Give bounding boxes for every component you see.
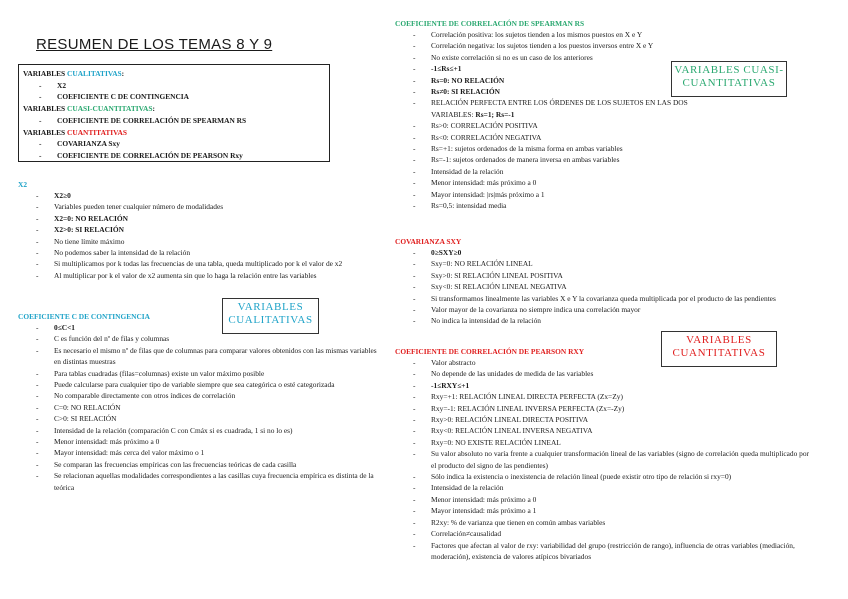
list-item: - Puede calcularse para cualquier tipo de variable siempre que sea categórica o esté categorizada xyxy=(18,379,378,390)
list-item: - Al multiplicar por k el valor de x2 aumenta sin que lo haga la relación entre las variables xyxy=(18,270,366,281)
contingencia-list xyxy=(18,322,378,493)
tag-cuantitativas: VARIABLES CUANTITATIVAS xyxy=(661,331,777,367)
list-item: - Correlación positiva: los sujetos tienden a los mismos puestos en X e Y xyxy=(395,29,725,40)
summary-cuantitativas-heading: VARIABLES CUANTITATIVAS xyxy=(23,127,127,137)
spearman-section xyxy=(395,18,815,212)
list-item: - No podemos saber la intensidad de la relación xyxy=(18,247,366,258)
tag-cualitativas: VARIABLES CUALITATIVAS xyxy=(222,298,319,334)
pearson-list xyxy=(395,357,815,562)
list-item: - Variables pueden tener cualquier número de modalidades xyxy=(18,201,366,212)
list-item: - Factores que afectan al valor de rxy: variabilidad del grupo (restricción de rango), influencia de otras variables (mediación, moderación), existencia de valores atípicos bivariados xyxy=(395,540,815,563)
summary-item: - COVARIANZA Sxy xyxy=(23,138,325,150)
list-item: - C=0: NO RELACIÓN xyxy=(18,402,378,413)
list-item: - Valor abstracto xyxy=(395,357,815,368)
spearman-list xyxy=(395,29,725,212)
list-item: - Se comparan las frecuencias empíricas con las frecuencias teóricas de cada casilla xyxy=(18,459,378,470)
list-item: - Sxy<0: SI RELACIÓN LINEAL NEGATIVA xyxy=(395,281,815,292)
pearson-section xyxy=(395,346,815,562)
summary-box xyxy=(18,64,330,162)
list-item: - Rxy<0: RELACIÓN LINEAL INVERSA NEGATIVA xyxy=(395,425,815,436)
list-item: - Para tablas cuadradas (filas=columnas) existe un valor máximo posible xyxy=(18,368,378,379)
list-item: - Correlación negativa: los sujetos tienden a los puestos inversos entre X e Y xyxy=(395,40,725,51)
list-item: - Valor mayor de la covarianza no siempre indica una correlación mayor xyxy=(395,304,815,315)
list-item: - Sólo indica la existencia o inexistencia de relación lineal (puede existir otro tipo de relación si rxy=0) xyxy=(395,471,815,482)
list-item: - Rxy=-1: RELACIÓN LINEAL INVERSA PERFECTA (Zx=-Zy) xyxy=(395,403,815,414)
summary-item: - X2 xyxy=(23,80,325,92)
list-item: - Correlación≠causalidad xyxy=(395,528,815,539)
list-item: - Menor intensidad: más próximo a 0 xyxy=(18,436,378,447)
list-item: - Se relacionan aquellas modalidades correspondientes a las casillas cuya frecuencia empírica es distinta de la teórica xyxy=(18,470,378,493)
spearman-heading: COEFICIENTE DE CORRELACIÓN DE SPEARMAN RS xyxy=(395,19,585,28)
list-item: - Sxy>0: SI RELACIÓN LINEAL POSITIVA xyxy=(395,270,815,281)
contingencia-heading: COEFICIENTE C DE CONTINGENCIA xyxy=(18,312,151,321)
list-item: - Rs=0,5: intensidad media xyxy=(395,200,725,211)
list-item: - -1≤Rs≤+1 xyxy=(395,63,725,74)
list-item: - Rs=-1: sujetos ordenados de manera inversa en ambas variables xyxy=(395,154,725,165)
list-item: - Es necesario el mismo nº de filas que de columnas para comparar valores obtenidos con las mismas variables en distintas muestras xyxy=(18,345,378,368)
list-item: - Sxy=0: NO RELACIÓN LINEAL xyxy=(395,258,815,269)
summary-item: - COEFICIENTE DE CORRELACIÓN DE SPEARMAN RS xyxy=(23,115,325,127)
list-item: - Intensidad de la relación xyxy=(395,482,815,493)
cuasi-highlight: CUASI-CUANTITATIVAS xyxy=(67,104,153,114)
list-item: - C>0: SI RELACIÓN xyxy=(18,413,378,424)
list-item: - Intensidad de la relación xyxy=(395,166,725,177)
list-item: - Rs≠0: SI RELACIÓN xyxy=(395,86,725,97)
list-item: - Intensidad de la relación (comparación C con Cmáx si es cuadrada, 1 si no lo es) xyxy=(18,425,378,436)
list-item: - Mayor intensidad: |rs|más próximo a 1 xyxy=(395,189,725,200)
list-item: - -1≤RXY≤+1 xyxy=(395,380,815,391)
cuantitativas-highlight: CUANTITATIVAS xyxy=(67,127,127,137)
list-item: - No tiene límite máximo xyxy=(18,236,366,247)
list-item: - No indica la intensidad de la relación xyxy=(395,315,815,326)
list-item: - Rs<0: CORRELACIÓN NEGATIVA xyxy=(395,132,725,143)
list-item: - Rxy=0: NO EXISTE RELACIÓN LINEAL xyxy=(395,437,815,448)
list-item: - Menor intensidad: más próximo a 0 xyxy=(395,494,815,505)
summary-item: - COEFICIENTE DE CORRELACIÓN DE PEARSON Rxy xyxy=(23,150,325,162)
tag-cuasi: VARIABLES CUASI- CUANTITATIVAS xyxy=(671,61,787,97)
covarianza-heading: COVARIANZA SXY xyxy=(395,237,462,246)
list-item: - No depende de las unidades de medida de las variables xyxy=(395,368,815,379)
pearson-heading: COEFICIENTE DE CORRELACIÓN DE PEARSON RXY xyxy=(395,347,585,356)
x2-list xyxy=(18,190,366,281)
list-item: - C es función del nº de filas y columnas xyxy=(18,333,378,344)
list-item: - Si transformamos linealmente las variables X e Y la covarianza queda multiplicada por el producto de las pendientes xyxy=(395,293,815,304)
summary-item: - COEFICIENTE C DE CONTINGENCIA xyxy=(23,91,325,103)
list-item: - Rxy=+1: RELACIÓN LINEAL DIRECTA PERFECTA (Zx=Zy) xyxy=(395,391,815,402)
x2-section xyxy=(18,179,366,281)
x2-heading: X2 xyxy=(18,180,28,189)
list-item: - Rs=0: NO RELACIÓN xyxy=(395,75,725,86)
list-item: - No comparable directamente con otros índices de correlación xyxy=(18,390,378,401)
list-item: - R2xy: % de varianza que tienen en común ambas variables xyxy=(395,517,815,528)
list-item: - No existe correlación si no es un caso de los anteriores xyxy=(395,52,725,63)
list-item: - 0≥SXY≥0 xyxy=(395,247,815,258)
list-item: - Mayor intensidad: más cerca del valor máximo o 1 xyxy=(18,447,378,458)
list-item: - RELACIÓN PERFECTA ENTRE LOS ÓRDENES DE LOS SUJETOS EN LAS DOS VARIABLES: Rs=1; Rs=-1 xyxy=(395,97,725,120)
summary-cualitativas-heading: VARIABLES CUALITATIVAS: xyxy=(23,69,125,78)
list-item: - Menor intensidad: más próximo a 0 xyxy=(395,177,725,188)
page-title: RESUMEN DE LOS TEMAS 8 Y 9 xyxy=(36,36,273,53)
list-item: - X2>0: SI RELACIÓN xyxy=(18,224,366,235)
covarianza-section xyxy=(395,236,815,327)
summary-cuasi-heading: VARIABLES CUASI-CUANTITATIVAS: xyxy=(23,104,155,114)
cualitativas-highlight: CUALITATIVAS xyxy=(67,69,122,78)
list-item: - X2=0: NO RELACIÓN xyxy=(18,213,366,224)
list-item: - X2≥0 xyxy=(18,190,366,201)
list-item: - Su valor absoluto no varía frente a cualquier transformación lineal de las variables (signo de correlación queda multiplicado por el producto del signo de las pendientes) xyxy=(395,448,815,471)
list-item: - 0≤C<1 xyxy=(18,322,378,333)
covarianza-list xyxy=(395,247,815,327)
list-item: - Si multiplicamos por k todas las frecuencias de una tabla, queda multiplicado por k el valor de x2 xyxy=(18,258,366,269)
list-item: - Rs>0: CORRELACIÓN POSITIVA xyxy=(395,120,725,131)
list-item: - Rxy>0: RELACIÓN LINEAL DIRECTA POSITIVA xyxy=(395,414,815,425)
contingencia-section xyxy=(18,311,378,493)
list-item: - Mayor intensidad: más próximo a 1 xyxy=(395,505,815,516)
list-item: - Rs=+1: sujetos ordenados de la misma forma en ambas variables xyxy=(395,143,725,154)
